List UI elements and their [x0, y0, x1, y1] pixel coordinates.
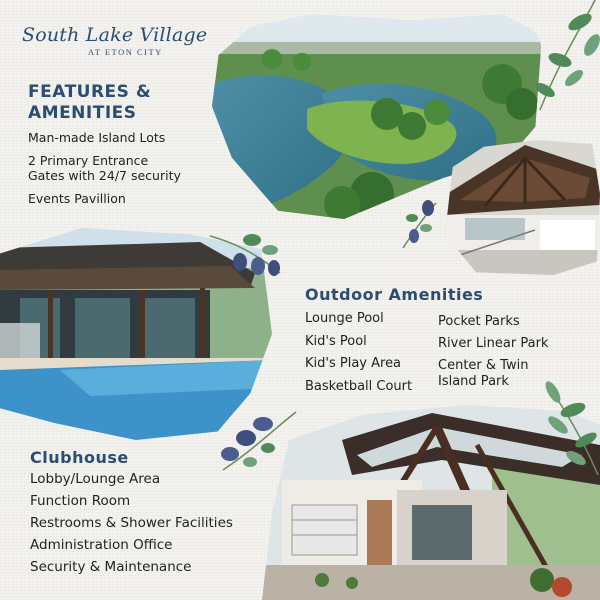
outdoor-amenities-heading: Outdoor Amenities [305, 285, 484, 304]
list-item: River Linear Park [438, 336, 549, 351]
berry-sprig-icon [210, 228, 285, 278]
logo-title: South Lake Village [22, 24, 208, 46]
list-item-line: 2 Primary Entrance [28, 153, 149, 168]
list-item: Basketball Court [305, 378, 413, 394]
list-item: Kid's Play Area [305, 356, 402, 371]
list-item: Lounge Pool [305, 311, 384, 326]
berry-sprig-small-icon [398, 198, 440, 250]
list-item [28, 153, 213, 183]
pavilion-illustration [445, 140, 600, 275]
outdoor-list-col-1 [305, 310, 412, 400]
list-item: Man-made Island Lots [28, 130, 166, 145]
logo-subtitle: AT ETON CITY [88, 47, 163, 57]
list-item: Kid's Pool [305, 333, 367, 349]
features-heading-line-1: FEATURES & [28, 82, 152, 102]
list-item: Pocket Parks [438, 314, 520, 329]
list-item: Lobby/Lounge Area [30, 471, 161, 487]
list-item: Administration Office [30, 537, 173, 553]
list-item-line: Island Park [438, 374, 509, 389]
logo [22, 24, 208, 57]
list-item: Security & Maintenance [30, 559, 192, 575]
list-item-line: Center & Twin [438, 358, 529, 373]
features-heading [28, 82, 188, 124]
leaf-sprig-right-icon [528, 380, 600, 475]
features-heading-line-2: AMENITIES [28, 103, 137, 123]
outdoor-list-col-2 [438, 314, 588, 390]
events-pavilion-photo [445, 140, 600, 275]
list-item-line: Gates with 24/7 security [28, 168, 181, 183]
leaf-sprig-icon [520, 0, 600, 115]
list-item: Events Pavillion [28, 191, 126, 206]
list-item: Function Room [30, 493, 131, 509]
berry-sprig-lower-icon [218, 410, 298, 476]
clubhouse-list [30, 470, 233, 580]
list-item: Restrooms & Shower Facilities [30, 515, 233, 531]
features-list [28, 130, 213, 214]
clubhouse-heading: Clubhouse [30, 448, 129, 467]
